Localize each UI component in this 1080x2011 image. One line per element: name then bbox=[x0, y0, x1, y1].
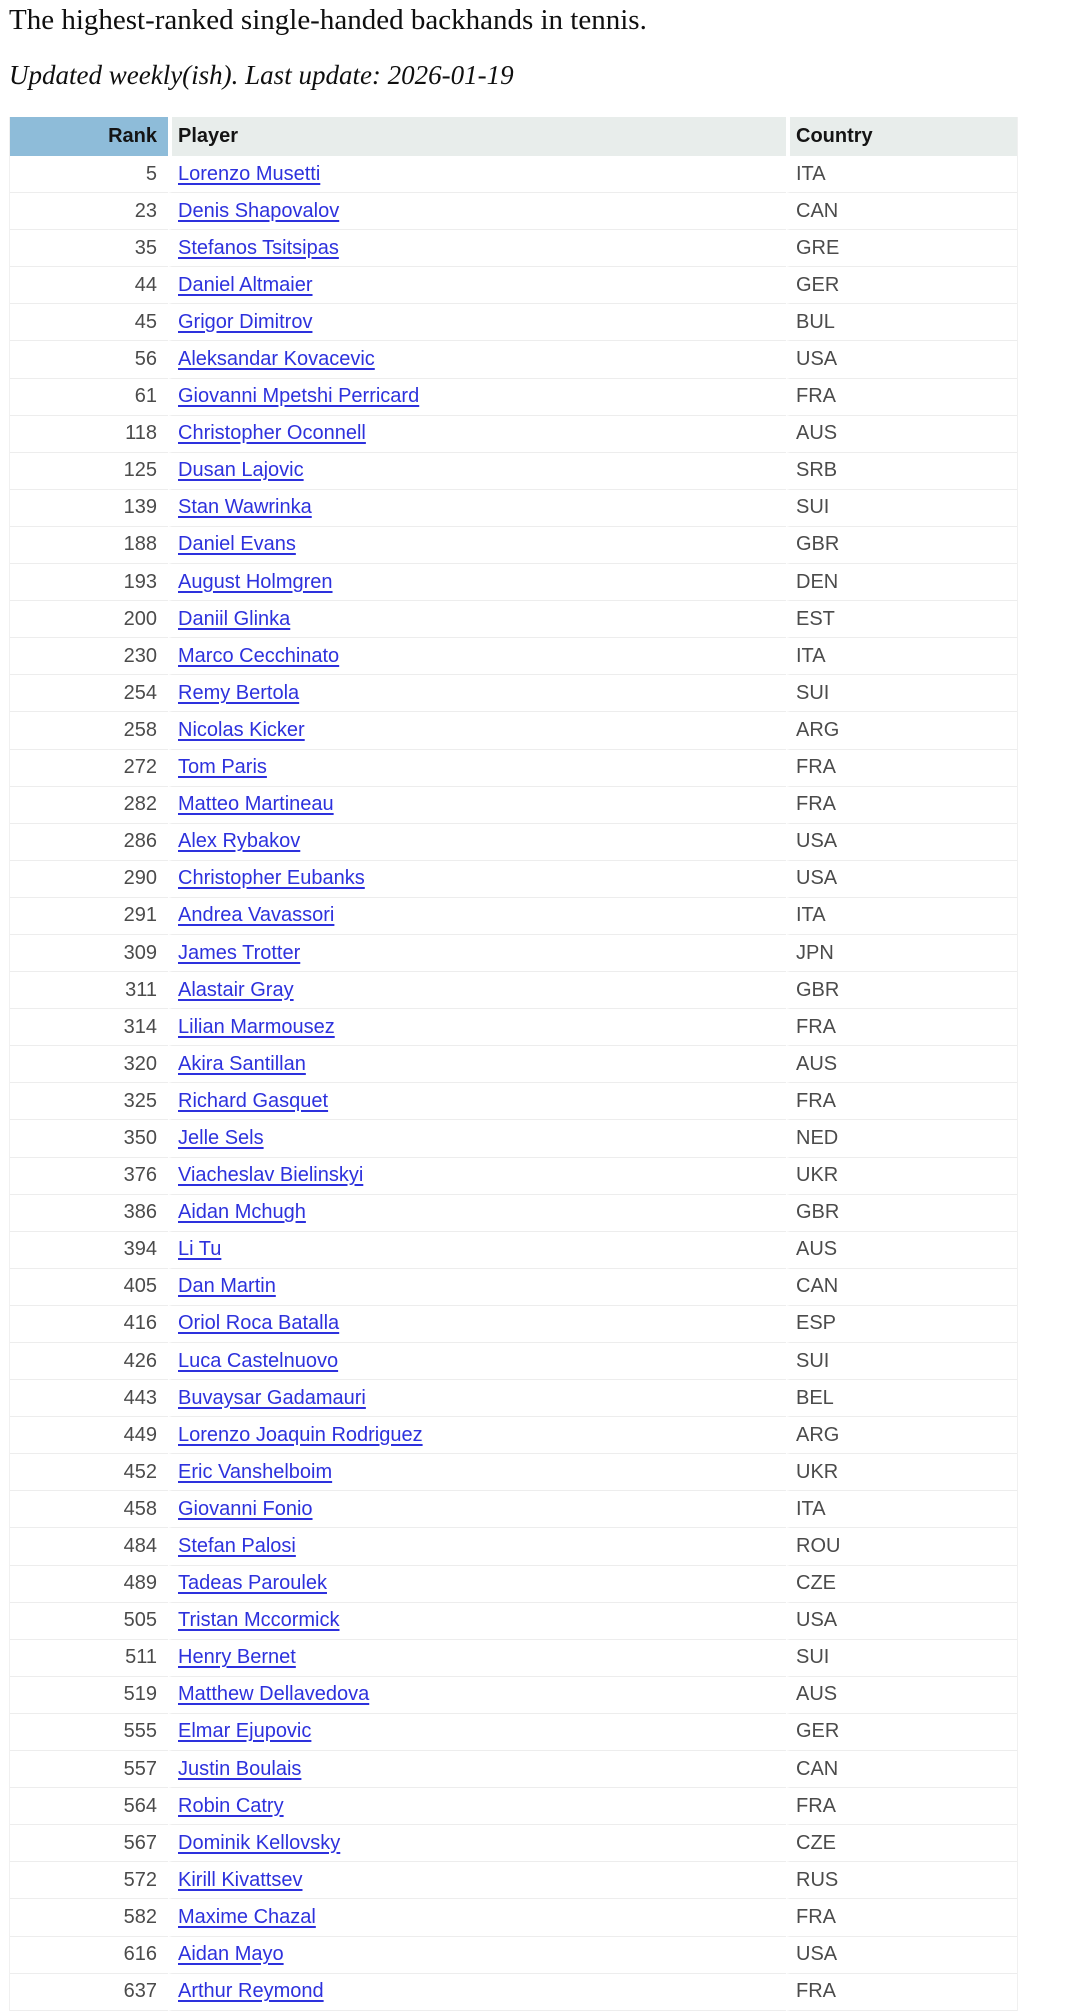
rank-cell: 35 bbox=[10, 230, 168, 267]
player-cell bbox=[168, 1714, 786, 1751]
player-link[interactable]: Elmar Ejupovic bbox=[178, 1720, 312, 1743]
table-row bbox=[10, 156, 1017, 193]
rank-cell: 458 bbox=[10, 1491, 168, 1528]
table-row bbox=[10, 1974, 1017, 2011]
player-link[interactable]: Arthur Reymond bbox=[178, 1980, 324, 2003]
country-cell: SUI bbox=[786, 1640, 1017, 1677]
rank-cell: 394 bbox=[10, 1232, 168, 1269]
rank-cell: 325 bbox=[10, 1083, 168, 1120]
rank-cell: 118 bbox=[10, 416, 168, 453]
rank-cell: 286 bbox=[10, 824, 168, 861]
table-row bbox=[10, 416, 1017, 453]
country-cell: ARG bbox=[786, 712, 1017, 749]
player-link[interactable]: Daniel Evans bbox=[178, 533, 296, 556]
country-cell: USA bbox=[786, 861, 1017, 898]
player-link[interactable]: Tristan Mccormick bbox=[178, 1609, 340, 1632]
country-cell: FRA bbox=[786, 1083, 1017, 1120]
player-cell bbox=[168, 1306, 786, 1343]
player-cell bbox=[168, 972, 786, 1009]
rank-cell: 449 bbox=[10, 1417, 168, 1454]
country-cell: USA bbox=[786, 341, 1017, 378]
rank-cell: 193 bbox=[10, 564, 168, 601]
update-note: Updated weekly(ish). Last update: 2026-01-19 bbox=[9, 60, 514, 90]
rankings-table bbox=[9, 117, 1018, 2011]
table-row bbox=[10, 1232, 1017, 1269]
player-cell bbox=[168, 1677, 786, 1714]
country-cell: SUI bbox=[786, 1343, 1017, 1380]
player-link[interactable]: Viacheslav Bielinskyi bbox=[178, 1164, 364, 1187]
player-cell bbox=[168, 1825, 786, 1862]
table-row bbox=[10, 527, 1017, 564]
rank-cell: 44 bbox=[10, 267, 168, 304]
rank-cell: 56 bbox=[10, 341, 168, 378]
country-cell: ESP bbox=[786, 1306, 1017, 1343]
header-row bbox=[10, 117, 1017, 156]
country-cell: GBR bbox=[786, 527, 1017, 564]
player-cell bbox=[168, 1528, 786, 1565]
country-cell: GRE bbox=[786, 230, 1017, 267]
rank-cell: 452 bbox=[10, 1454, 168, 1491]
rank-cell: 443 bbox=[10, 1380, 168, 1417]
table-row bbox=[10, 972, 1017, 1009]
player-cell bbox=[168, 416, 786, 453]
player-link[interactable]: Grigor Dimitrov bbox=[178, 310, 313, 333]
country-cell: FRA bbox=[786, 1009, 1017, 1046]
player-cell bbox=[168, 341, 786, 378]
player-link[interactable]: Henry Bernet bbox=[178, 1646, 296, 1669]
rank-cell: 405 bbox=[10, 1269, 168, 1306]
country-cell: ITA bbox=[786, 1491, 1017, 1528]
country-cell: GER bbox=[786, 267, 1017, 304]
player-link[interactable]: Tadeas Paroulek bbox=[178, 1572, 327, 1595]
player-link[interactable]: Giovanni Fonio bbox=[178, 1497, 313, 1520]
country-cell: ARG bbox=[786, 1417, 1017, 1454]
player-link[interactable]: Dominik Kellovsky bbox=[178, 1831, 341, 1854]
table-row bbox=[10, 1937, 1017, 1974]
player-cell bbox=[168, 1158, 786, 1195]
table-row bbox=[10, 1380, 1017, 1417]
rank-cell: 311 bbox=[10, 972, 168, 1009]
player-link[interactable]: Robin Catry bbox=[178, 1794, 284, 1817]
country-cell: ROU bbox=[786, 1528, 1017, 1565]
player-link[interactable]: Buvaysar Gadamauri bbox=[178, 1386, 366, 1409]
player-cell bbox=[168, 1491, 786, 1528]
rank-cell: 23 bbox=[10, 193, 168, 230]
table-row bbox=[10, 1306, 1017, 1343]
country-cell: FRA bbox=[786, 1899, 1017, 1936]
player-link[interactable]: August Holmgren bbox=[178, 570, 333, 593]
player-link[interactable]: Alastair Gray bbox=[178, 978, 294, 1001]
player-link[interactable]: Richard Gasquet bbox=[178, 1089, 329, 1112]
rank-cell: 309 bbox=[10, 935, 168, 972]
table-row bbox=[10, 675, 1017, 712]
player-link[interactable]: James Trotter bbox=[178, 941, 301, 964]
table-row bbox=[10, 193, 1017, 230]
player-cell bbox=[168, 1454, 786, 1491]
country-cell: ITA bbox=[786, 156, 1017, 193]
table-row bbox=[10, 1640, 1017, 1677]
player-cell bbox=[168, 304, 786, 341]
country-cell: CAN bbox=[786, 1751, 1017, 1788]
rank-cell: 616 bbox=[10, 1937, 168, 1974]
table-row bbox=[10, 1566, 1017, 1603]
player-link[interactable]: Nicolas Kicker bbox=[178, 718, 305, 741]
rank-cell: 489 bbox=[10, 1566, 168, 1603]
country-cell: BUL bbox=[786, 304, 1017, 341]
country-cell: USA bbox=[786, 1603, 1017, 1640]
country-cell: JPN bbox=[786, 935, 1017, 972]
player-link[interactable]: Aidan Mchugh bbox=[178, 1201, 306, 1224]
player-cell bbox=[168, 1937, 786, 1974]
table-row bbox=[10, 1195, 1017, 1232]
player-cell bbox=[168, 379, 786, 416]
rank-cell: 314 bbox=[10, 1009, 168, 1046]
rank-cell: 416 bbox=[10, 1306, 168, 1343]
player-cell bbox=[168, 898, 786, 935]
player-link[interactable]: Christopher Eubanks bbox=[178, 867, 365, 890]
player-link[interactable]: Andrea Vavassori bbox=[178, 904, 335, 927]
country-cell: CZE bbox=[786, 1566, 1017, 1603]
player-cell bbox=[168, 750, 786, 787]
player-cell bbox=[168, 712, 786, 749]
player-link[interactable]: Daniil Glinka bbox=[178, 607, 291, 630]
rank-cell: 637 bbox=[10, 1974, 168, 2011]
rank-cell: 230 bbox=[10, 638, 168, 675]
player-cell bbox=[168, 1009, 786, 1046]
table-row bbox=[10, 490, 1017, 527]
player-link[interactable]: Alex Rybakov bbox=[178, 830, 301, 853]
player-link[interactable]: Akira Santillan bbox=[178, 1052, 306, 1075]
table-row bbox=[10, 1343, 1017, 1380]
table-row bbox=[10, 1046, 1017, 1083]
player-cell bbox=[168, 1751, 786, 1788]
rank-cell: 555 bbox=[10, 1714, 168, 1751]
rank-cell: 200 bbox=[10, 601, 168, 638]
rank-cell: 386 bbox=[10, 1195, 168, 1232]
country-cell: AUS bbox=[786, 416, 1017, 453]
country-column-header: Country bbox=[786, 117, 1017, 156]
table-row bbox=[10, 861, 1017, 898]
rank-cell: 582 bbox=[10, 1899, 168, 1936]
table-row bbox=[10, 898, 1017, 935]
table-row bbox=[10, 1158, 1017, 1195]
player-cell bbox=[168, 453, 786, 490]
player-cell bbox=[168, 1974, 786, 2011]
player-cell bbox=[168, 675, 786, 712]
rank-cell: 511 bbox=[10, 1640, 168, 1677]
rank-cell: 290 bbox=[10, 861, 168, 898]
player-link[interactable]: Aleksandar Kovacevic bbox=[178, 348, 375, 371]
country-cell: FRA bbox=[786, 787, 1017, 824]
table-row bbox=[10, 1120, 1017, 1157]
player-cell bbox=[168, 527, 786, 564]
rank-cell: 519 bbox=[10, 1677, 168, 1714]
rank-cell: 45 bbox=[10, 304, 168, 341]
player-cell bbox=[168, 193, 786, 230]
player-cell bbox=[168, 824, 786, 861]
player-link[interactable]: Justin Boulais bbox=[178, 1757, 302, 1780]
country-cell: BEL bbox=[786, 1380, 1017, 1417]
player-cell bbox=[168, 638, 786, 675]
country-cell: UKR bbox=[786, 1454, 1017, 1491]
country-cell: FRA bbox=[786, 750, 1017, 787]
player-cell bbox=[168, 1120, 786, 1157]
rank-column-header: Rank bbox=[10, 117, 168, 156]
player-link[interactable]: Stan Wawrinka bbox=[178, 496, 312, 519]
table-row bbox=[10, 638, 1017, 675]
table-row bbox=[10, 750, 1017, 787]
player-cell bbox=[168, 1343, 786, 1380]
table-row bbox=[10, 379, 1017, 416]
table-row bbox=[10, 1899, 1017, 1936]
player-cell bbox=[168, 1640, 786, 1677]
player-cell bbox=[168, 156, 786, 193]
rankings-table-body bbox=[10, 156, 1017, 2011]
player-link[interactable]: Kirill Kivattsev bbox=[178, 1868, 303, 1891]
table-row bbox=[10, 1009, 1017, 1046]
player-cell bbox=[168, 1380, 786, 1417]
player-link[interactable]: Denis Shapovalov bbox=[178, 199, 340, 222]
player-column-header: Player bbox=[168, 117, 786, 156]
rank-cell: 291 bbox=[10, 898, 168, 935]
country-cell: NED bbox=[786, 1120, 1017, 1157]
table-row bbox=[10, 1603, 1017, 1640]
player-link[interactable]: Li Tu bbox=[178, 1238, 222, 1261]
player-link[interactable]: Remy Bertola bbox=[178, 681, 300, 704]
table-row bbox=[10, 267, 1017, 304]
rank-cell: 5 bbox=[10, 156, 168, 193]
table-row bbox=[10, 1491, 1017, 1528]
country-cell: GBR bbox=[786, 1195, 1017, 1232]
table-row bbox=[10, 1825, 1017, 1862]
rank-cell: 505 bbox=[10, 1603, 168, 1640]
country-cell: SUI bbox=[786, 490, 1017, 527]
player-cell bbox=[168, 1046, 786, 1083]
rank-cell: 320 bbox=[10, 1046, 168, 1083]
player-link[interactable]: Stefan Palosi bbox=[178, 1535, 296, 1558]
country-cell: SUI bbox=[786, 675, 1017, 712]
player-cell bbox=[168, 1417, 786, 1454]
player-cell bbox=[168, 861, 786, 898]
table-row bbox=[10, 787, 1017, 824]
player-cell bbox=[168, 230, 786, 267]
player-link[interactable]: Lorenzo Joaquin Rodriguez bbox=[178, 1423, 423, 1446]
player-link[interactable]: Tom Paris bbox=[178, 756, 267, 779]
table-row bbox=[10, 1677, 1017, 1714]
rank-cell: 564 bbox=[10, 1788, 168, 1825]
country-cell: AUS bbox=[786, 1232, 1017, 1269]
rank-cell: 188 bbox=[10, 527, 168, 564]
player-link[interactable]: Matteo Martineau bbox=[178, 793, 334, 816]
rank-cell: 272 bbox=[10, 750, 168, 787]
player-cell bbox=[168, 1083, 786, 1120]
table-row bbox=[10, 1714, 1017, 1751]
country-cell: AUS bbox=[786, 1677, 1017, 1714]
player-link[interactable]: Stefanos Tsitsipas bbox=[178, 236, 339, 259]
rank-cell: 254 bbox=[10, 675, 168, 712]
table-row bbox=[10, 935, 1017, 972]
player-link[interactable]: Dusan Lajovic bbox=[178, 459, 304, 482]
player-cell bbox=[168, 787, 786, 824]
rank-cell: 139 bbox=[10, 490, 168, 527]
country-cell: FRA bbox=[786, 1788, 1017, 1825]
table-row bbox=[10, 601, 1017, 638]
country-cell: GBR bbox=[786, 972, 1017, 1009]
table-row bbox=[10, 1417, 1017, 1454]
player-cell bbox=[168, 1862, 786, 1899]
player-cell bbox=[168, 267, 786, 304]
player-link[interactable]: Giovanni Mpetshi Perricard bbox=[178, 385, 420, 408]
rank-cell: 484 bbox=[10, 1528, 168, 1565]
player-link[interactable]: Matthew Dellavedova bbox=[178, 1683, 370, 1706]
table-row bbox=[10, 1083, 1017, 1120]
player-link[interactable]: Oriol Roca Batalla bbox=[178, 1312, 340, 1335]
player-link[interactable]: Daniel Altmaier bbox=[178, 273, 313, 296]
rank-cell: 350 bbox=[10, 1120, 168, 1157]
player-cell bbox=[168, 1603, 786, 1640]
rank-cell: 557 bbox=[10, 1751, 168, 1788]
player-link[interactable]: Lorenzo Musetti bbox=[178, 162, 321, 185]
country-cell: CAN bbox=[786, 193, 1017, 230]
player-cell bbox=[168, 564, 786, 601]
table-row bbox=[10, 824, 1017, 861]
country-cell: FRA bbox=[786, 1974, 1017, 2011]
rank-cell: 376 bbox=[10, 1158, 168, 1195]
player-link[interactable]: Aidan Mayo bbox=[178, 1943, 284, 1966]
rankings-table-head bbox=[10, 117, 1017, 156]
player-cell bbox=[168, 1195, 786, 1232]
player-cell bbox=[168, 935, 786, 972]
rank-cell: 282 bbox=[10, 787, 168, 824]
player-cell bbox=[168, 1232, 786, 1269]
player-link[interactable]: Luca Castelnuovo bbox=[178, 1349, 339, 1372]
country-cell: DEN bbox=[786, 564, 1017, 601]
country-cell: EST bbox=[786, 601, 1017, 638]
table-row bbox=[10, 304, 1017, 341]
player-cell bbox=[168, 1899, 786, 1936]
player-link[interactable]: Marco Cecchinato bbox=[178, 644, 340, 667]
country-cell: RUS bbox=[786, 1862, 1017, 1899]
rank-cell: 572 bbox=[10, 1862, 168, 1899]
country-cell: ITA bbox=[786, 898, 1017, 935]
player-cell bbox=[168, 1788, 786, 1825]
table-row bbox=[10, 1788, 1017, 1825]
player-link[interactable]: Maxime Chazal bbox=[178, 1905, 316, 1928]
player-link[interactable]: Lilian Marmousez bbox=[178, 1015, 335, 1038]
player-link[interactable]: Christopher Oconnell bbox=[178, 422, 366, 445]
table-row bbox=[10, 341, 1017, 378]
rank-cell: 125 bbox=[10, 453, 168, 490]
country-cell: FRA bbox=[786, 379, 1017, 416]
rank-cell: 61 bbox=[10, 379, 168, 416]
table-row bbox=[10, 1269, 1017, 1306]
country-cell: ITA bbox=[786, 638, 1017, 675]
rank-cell: 567 bbox=[10, 1825, 168, 1862]
page-title: The highest-ranked single-handed backhands in tennis. bbox=[9, 4, 647, 36]
player-cell bbox=[168, 490, 786, 527]
country-cell: SRB bbox=[786, 453, 1017, 490]
player-cell bbox=[168, 601, 786, 638]
country-cell: GER bbox=[786, 1714, 1017, 1751]
player-link[interactable]: Jelle Sels bbox=[178, 1126, 264, 1149]
player-link[interactable]: Eric Vanshelboim bbox=[178, 1460, 333, 1483]
player-link[interactable]: Dan Martin bbox=[178, 1275, 276, 1298]
table-row bbox=[10, 564, 1017, 601]
country-cell: CAN bbox=[786, 1269, 1017, 1306]
player-cell bbox=[168, 1269, 786, 1306]
table-row bbox=[10, 1862, 1017, 1899]
table-row bbox=[10, 712, 1017, 749]
rank-cell: 258 bbox=[10, 712, 168, 749]
country-cell: UKR bbox=[786, 1158, 1017, 1195]
rank-cell: 426 bbox=[10, 1343, 168, 1380]
table-row bbox=[10, 230, 1017, 267]
table-row bbox=[10, 1528, 1017, 1565]
country-cell: AUS bbox=[786, 1046, 1017, 1083]
country-cell: USA bbox=[786, 824, 1017, 861]
player-cell bbox=[168, 1566, 786, 1603]
country-cell: USA bbox=[786, 1937, 1017, 1974]
table-row bbox=[10, 1751, 1017, 1788]
table-row bbox=[10, 453, 1017, 490]
country-cell: CZE bbox=[786, 1825, 1017, 1862]
table-row bbox=[10, 1454, 1017, 1491]
